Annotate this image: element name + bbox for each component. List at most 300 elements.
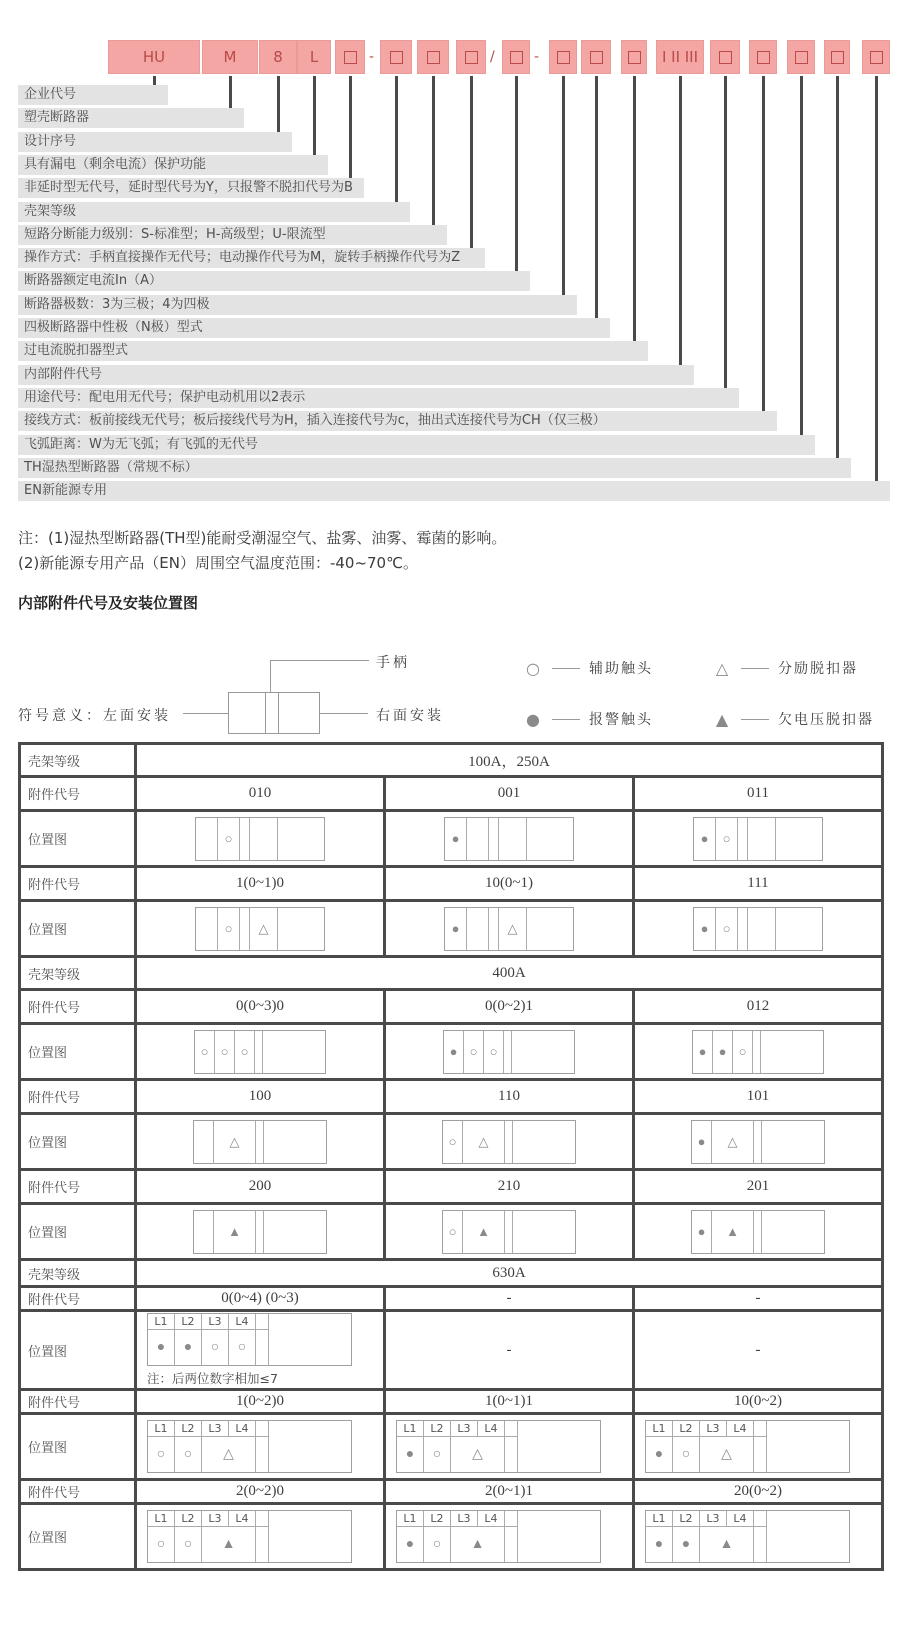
diagram-right-area [269, 1511, 351, 1562]
position-diagram-box [693, 907, 823, 951]
phase-label: L4 [478, 1511, 505, 1527]
frame-class-value: 630A [136, 1260, 883, 1287]
phase-label [256, 1314, 268, 1330]
position-diagram-box [444, 907, 574, 951]
phase-label: L4 [229, 1314, 256, 1330]
legend-item [523, 709, 653, 729]
handle-pointer-line [270, 660, 369, 661]
phase-label: L3 [451, 1421, 478, 1437]
alarm-contact-icon: ● [405, 1446, 415, 1462]
accessory-code-value: 20(0~2) [634, 1480, 883, 1504]
diagram-note: 注：后两位数字相加≤7 [147, 1371, 278, 1386]
alarm-contact-icon: ● [700, 920, 709, 936]
alarm-contact-icon: ● [698, 1043, 707, 1059]
accessory-code-value: 1(0~2)0 [136, 1390, 385, 1414]
diagram-slot [513, 1211, 575, 1253]
position-diagram-box [636, 1510, 880, 1563]
diagram-slot [754, 1211, 762, 1253]
diagram-slot [278, 818, 324, 860]
position-map-label: 位置图 [20, 1114, 136, 1170]
diagram-slot [256, 1121, 264, 1163]
pole-diagram [147, 1313, 352, 1366]
position-map-cell [385, 811, 634, 867]
symbol-meaning-label [18, 705, 171, 725]
accessory-code-label: 附件代号 [20, 1480, 136, 1504]
diagram-slot [451, 1437, 505, 1472]
alarm-contact-icon: ● [654, 1446, 664, 1462]
diagram-slot [754, 1121, 762, 1163]
alarm-contact-icon: ● [405, 1536, 415, 1552]
accessory-code-value: 10(0~1) [385, 867, 634, 901]
position-diagram-box [195, 817, 325, 861]
diagram-slot [692, 1121, 712, 1163]
shunt-release-icon: △ [721, 1447, 732, 1462]
connector-line [313, 76, 316, 155]
accessory-code-row [20, 777, 883, 811]
accessory-code-value: 001 [385, 777, 634, 811]
accessory-code-value: 0(0~2)1 [385, 990, 634, 1024]
diagram-slot [505, 1211, 513, 1253]
code-description-bar: 短路分断能力级别：S-标准型；H-高级型；U-限流型 [18, 225, 447, 245]
legend-dash [552, 668, 580, 669]
accessory-code-label: 附件代号 [20, 990, 136, 1024]
diagram-right-area [767, 1421, 849, 1472]
diagram-slot [464, 1031, 484, 1073]
diagram-slot [738, 908, 748, 950]
code-description-bar: 飞弧距离：W为无飞弧；有飞弧的无代号 [18, 435, 815, 455]
code-description-bar: 四极断路器中性极（N极）型式 [18, 318, 610, 338]
aux-contact-icon: ○ [224, 830, 233, 846]
position-map-cell [385, 1414, 634, 1480]
diagram-slot [738, 818, 748, 860]
phase-label: L2 [673, 1511, 700, 1527]
position-map-row [20, 1504, 883, 1570]
diagram-slot [240, 818, 250, 860]
legend-label: 分励脱扣器 [778, 661, 858, 677]
aux-contact-icon: ○ [489, 1043, 498, 1059]
diagram-slot [467, 818, 489, 860]
diagram-slot [712, 1121, 754, 1163]
code-description-bar: 具有漏电（剩余电流）保护功能 [18, 155, 328, 175]
diagram-slot [499, 908, 527, 950]
position-diagram-box [387, 1510, 631, 1563]
diagram-slot [754, 1437, 766, 1472]
accessory-code-value: 111 [634, 867, 883, 901]
diagram-slot [445, 818, 467, 860]
blank-code-square [344, 51, 357, 64]
diagram-slot [748, 818, 776, 860]
phase-label [256, 1421, 268, 1437]
aux-contact-icon: ○ [156, 1536, 166, 1552]
code-box-5 [335, 40, 365, 74]
connector-line [762, 76, 765, 411]
phase-label: L1 [646, 1421, 673, 1437]
diagram-slot [762, 1121, 824, 1163]
pole-header-row [148, 1421, 268, 1437]
shunt-release-icon: △ [229, 1133, 240, 1149]
diagram-slot [148, 1330, 175, 1365]
position-diagram-box [443, 1030, 575, 1074]
pole-diagram [147, 1420, 352, 1473]
position-diagram-box [691, 1210, 825, 1254]
diagram-slot [214, 1121, 256, 1163]
position-map-row [20, 1114, 883, 1170]
accessory-code-row [20, 1480, 883, 1504]
accessory-code-row [20, 990, 883, 1024]
alarm-contact-icon: ● [700, 830, 709, 846]
phase-label: L1 [397, 1421, 424, 1437]
diagram-slot [278, 908, 324, 950]
legend-dash [741, 719, 769, 720]
undervoltage-release-icon: ▲ [719, 1536, 734, 1552]
pole-symbol-row [148, 1527, 268, 1562]
position-diagram-box [693, 817, 823, 861]
pole-symbol-row [646, 1437, 766, 1472]
position-map-cell [385, 901, 634, 957]
aux-contact-icon: ○ [448, 1223, 457, 1239]
diagram-slot [264, 1121, 326, 1163]
accessory-code-value: 200 [136, 1170, 385, 1204]
code-box-17 [824, 40, 850, 74]
breaker-divider [265, 693, 266, 733]
shunt-release-icon: △ [472, 1447, 483, 1462]
code-description-bar: 壳架等级 [18, 202, 410, 222]
legend-label: 欠电压脱扣器 [778, 712, 874, 728]
aux-contact-icon: ○ [224, 920, 233, 936]
connector-line [277, 76, 280, 132]
code-description-bar: 内部附件代号 [18, 365, 694, 385]
position-diagram-box [193, 1210, 327, 1254]
code-description-bar: 操作方式：手柄直接操作无代号；电动操作代号为M，旋转手柄操作代号为Z [18, 248, 485, 268]
diagram-slot [263, 1031, 325, 1073]
code-description-bar: 设计序号 [18, 132, 292, 152]
pole-diagram [147, 1510, 352, 1563]
diagram-slot [700, 1527, 754, 1562]
diagram-slot [175, 1527, 202, 1562]
code-box-15 [749, 40, 777, 74]
connector-line [349, 76, 352, 178]
phase-label: L2 [673, 1421, 700, 1437]
frame-class-value: 100A，250A [136, 744, 883, 777]
connector-line [395, 76, 398, 202]
accessory-table [18, 742, 884, 1571]
pole-header-row [148, 1511, 268, 1527]
diagram-slot [776, 818, 822, 860]
phase-label: L1 [148, 1511, 175, 1527]
aux-contact-icon: ○ [220, 1043, 229, 1059]
diagram-slot [443, 1211, 463, 1253]
left-pointer-line [183, 713, 228, 714]
legend-item [712, 709, 874, 729]
phase-label: L3 [202, 1314, 229, 1330]
diagram-slot [196, 818, 218, 860]
diagram-slot [513, 1121, 575, 1163]
frame-class-row [20, 744, 883, 777]
diagram-slot [646, 1527, 673, 1562]
position-map-label: 位置图 [20, 1311, 136, 1390]
diagram-slot [505, 1527, 517, 1562]
diagram-slot [646, 1437, 673, 1472]
phase-label [505, 1421, 517, 1437]
diagram-slot [504, 1031, 512, 1073]
legend-label: 报警触头 [589, 712, 653, 728]
position-map-cell [136, 1414, 385, 1480]
shunt-release-icon: △ [258, 920, 269, 936]
accessory-code-row [20, 867, 883, 901]
aux-contact-icon: ○ [210, 1339, 220, 1355]
frame-class-value: 400A [136, 957, 883, 990]
aux-contact-icon: ○ [237, 1339, 247, 1355]
diagram-slot [229, 1330, 256, 1365]
legend-item [523, 658, 653, 678]
accessory-code-row [20, 1287, 883, 1311]
connector-line [153, 76, 156, 85]
accessory-code-value: - [385, 1287, 634, 1311]
code-box-4: L [297, 40, 331, 74]
diagram-slot [194, 1121, 214, 1163]
diagram-slot [712, 1211, 754, 1253]
diagram-right-area [269, 1314, 351, 1365]
accessory-code-label: 附件代号 [20, 777, 136, 811]
diagram-slot [527, 818, 573, 860]
undervoltage-release-icon: ▲ [470, 1536, 485, 1552]
accessory-code-value: 101 [634, 1080, 883, 1114]
position-diagram-box [193, 1120, 327, 1164]
alarm-contact-icon: ● [183, 1339, 193, 1355]
diagram-slot [424, 1527, 451, 1562]
connector-line [800, 76, 803, 435]
handle-label: 手柄 [376, 655, 410, 671]
diagram-right-area [518, 1421, 600, 1472]
diagram-slot [202, 1330, 229, 1365]
position-map-cell [385, 1204, 634, 1260]
diagram-slot [397, 1437, 424, 1472]
phase-label [754, 1421, 766, 1437]
diagram-slot [713, 1031, 733, 1073]
diagram-slot [748, 908, 776, 950]
diagram-slot [489, 908, 499, 950]
code-box-11 [581, 40, 611, 74]
diagram-slot [214, 1211, 256, 1253]
blank-code-square [831, 51, 844, 64]
phase-label [754, 1511, 766, 1527]
right-install-label: 右面安装 [376, 708, 444, 724]
pole-diagram [396, 1420, 601, 1473]
legend-label: 辅助触头 [589, 661, 653, 677]
aux-contact-icon: ○ [722, 920, 731, 936]
code-description-bar: 断路器极数：3为三极；4为四极 [18, 295, 577, 315]
accessory-code-row [20, 1390, 883, 1414]
legend-dash [552, 719, 580, 720]
position-diagram-box [138, 1510, 382, 1563]
accessory-code-value: 1(0~1)0 [136, 867, 385, 901]
diagram-slot [489, 818, 499, 860]
aux-contact-icon: ○ [240, 1043, 249, 1059]
alarm-contact-icon: ● [681, 1536, 691, 1552]
diagram-slot [512, 1031, 574, 1073]
accessory-code-value: 1(0~1)1 [385, 1390, 634, 1414]
blank-code-square [757, 51, 770, 64]
pole-diagram [396, 1510, 601, 1563]
code-box-3: 8 [259, 40, 297, 74]
diagram-slot [762, 1211, 824, 1253]
position-diagram-box [692, 1030, 824, 1074]
position-map-cell [136, 1504, 385, 1570]
connector-line [515, 76, 518, 271]
position-map-row [20, 811, 883, 867]
frame-class-row [20, 957, 883, 990]
position-map-cell [136, 1311, 385, 1390]
diagram-slot [202, 1437, 256, 1472]
diagram-slot [463, 1121, 505, 1163]
accessory-code-row [20, 1170, 883, 1204]
code-box-12 [621, 40, 647, 74]
diagram-slot [175, 1330, 202, 1365]
position-diagram-box [195, 907, 325, 951]
phase-label: L2 [175, 1421, 202, 1437]
phase-label: L4 [727, 1511, 754, 1527]
position-map-label: 位置图 [20, 1414, 136, 1480]
handle-pointer-stem [270, 660, 271, 692]
diagram-slot [202, 1527, 256, 1562]
code-box-1: HU [108, 40, 200, 74]
undervoltage-release-icon: ▲ [726, 1223, 739, 1239]
diagram-slot [673, 1437, 700, 1472]
alarm-contact-icon: ● [526, 709, 540, 729]
shunt-release-icon: △ [727, 1133, 738, 1149]
diagram-slot [673, 1527, 700, 1562]
blank-code-square [510, 51, 523, 64]
position-map-cell [385, 1504, 634, 1570]
diagram-slot [693, 1031, 713, 1073]
position-map-row [20, 901, 883, 957]
diagram-slot [215, 1031, 235, 1073]
position-map-cell: - [385, 1311, 634, 1390]
right-pointer-line [320, 713, 368, 714]
left-install-label: 左面安装 [103, 708, 171, 724]
position-map-cell: - [634, 1311, 883, 1390]
diagram-slot [175, 1437, 202, 1472]
position-map-cell [136, 1114, 385, 1170]
diagram-slot [716, 908, 738, 950]
position-map-row [20, 1414, 883, 1480]
phase-label: L3 [700, 1421, 727, 1437]
phase-label: L3 [202, 1511, 229, 1527]
connector-line [875, 76, 878, 481]
breaker-divider [278, 693, 279, 733]
accessory-code-label: 附件代号 [20, 867, 136, 901]
phase-label: L4 [478, 1421, 505, 1437]
position-map-cell [634, 1024, 883, 1080]
position-diagram-box [138, 1313, 382, 1387]
phase-label: L1 [148, 1421, 175, 1437]
section-title: 内部附件代号及安装位置图 [18, 594, 199, 612]
shunt-release-icon: △ [478, 1133, 489, 1149]
code-box-8 [456, 40, 486, 74]
code-separator: / [490, 49, 495, 65]
pole-diagram [645, 1420, 850, 1473]
diagram-slot [256, 1437, 268, 1472]
diagram-slot [463, 1211, 505, 1253]
accessory-code-label: 附件代号 [20, 1390, 136, 1414]
position-map-label: 位置图 [20, 1504, 136, 1570]
position-map-row [20, 1024, 883, 1080]
diagram-slot [443, 1121, 463, 1163]
frame-class-label: 壳架等级 [20, 744, 136, 777]
alarm-contact-icon: ● [451, 920, 460, 936]
blank-code-square [795, 51, 808, 64]
position-diagram-box [138, 1420, 382, 1473]
phase-label: L2 [424, 1421, 451, 1437]
aux-contact-icon: ○ [183, 1446, 193, 1462]
position-map-cell [136, 811, 385, 867]
pole-symbol-row [148, 1330, 268, 1365]
diagram-slot [250, 908, 278, 950]
accessory-code-value: - [634, 1287, 883, 1311]
position-map-cell [634, 1114, 883, 1170]
frame-class-row [20, 1260, 883, 1287]
diagram-slot [692, 1211, 712, 1253]
diagram-slot [694, 818, 716, 860]
connector-line [432, 76, 435, 225]
position-diagram-box [194, 1030, 326, 1074]
accessory-code-value: 110 [385, 1080, 634, 1114]
accessory-code-value: 100 [136, 1080, 385, 1114]
accessory-code-value: 10(0~2) [634, 1390, 883, 1414]
code-description-bar: 断路器额定电流In（A） [18, 271, 530, 291]
accessory-code-label: 附件代号 [20, 1080, 136, 1114]
diagram-slot [148, 1437, 175, 1472]
phase-label: L2 [175, 1511, 202, 1527]
alarm-contact-icon: ● [449, 1043, 458, 1059]
aux-contact-icon: ○ [183, 1536, 193, 1552]
phase-label: L3 [202, 1421, 229, 1437]
pole-header-row [397, 1421, 517, 1437]
diagram-slot [256, 1330, 268, 1365]
blank-code-square [590, 51, 603, 64]
pole-header-row [646, 1421, 766, 1437]
aux-contact-icon: ○ [432, 1536, 442, 1552]
position-map-label: 位置图 [20, 1024, 136, 1080]
accessory-code-value: 2(0~1)1 [385, 1480, 634, 1504]
diagram-slot [256, 1527, 268, 1562]
diagram-slot [451, 1527, 505, 1562]
phase-label: L4 [229, 1511, 256, 1527]
diagram-slot [148, 1527, 175, 1562]
diagram-right-area [518, 1511, 600, 1562]
code-description-bar: 企业代号 [18, 85, 168, 105]
alarm-contact-icon: ● [654, 1536, 664, 1552]
blank-code-square [465, 51, 478, 64]
breaker-symbol [228, 692, 320, 734]
diagram-slot [716, 818, 738, 860]
position-map-cell [385, 1024, 634, 1080]
code-box-7 [417, 40, 449, 74]
position-map-cell [634, 1204, 883, 1260]
blank-code-square [870, 51, 883, 64]
position-map-cell [136, 1024, 385, 1080]
position-diagram-box [444, 817, 574, 861]
code-description-bar: EN新能源专用 [18, 481, 890, 501]
connector-line [229, 76, 232, 108]
legend-item [712, 658, 858, 678]
diagram-slot [505, 1437, 517, 1472]
aux-contact-icon: ○ [448, 1133, 457, 1149]
pole-diagram [645, 1510, 850, 1563]
alarm-contact-icon: ● [156, 1339, 166, 1355]
position-map-cell [634, 1504, 883, 1570]
diagram-slot [754, 1527, 766, 1562]
